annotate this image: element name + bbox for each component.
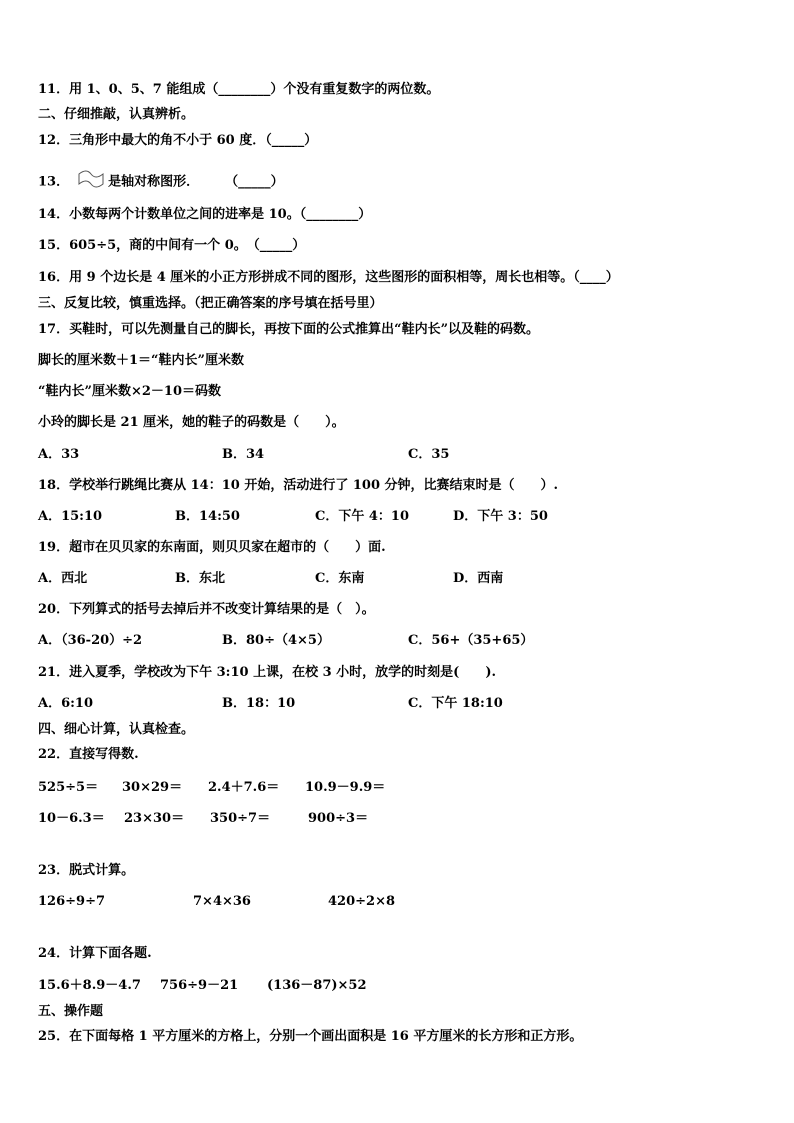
section-3-heading: 三、反复比较，慎重选择。（把正确答案的序号填在括号里）	[38, 296, 383, 311]
q22-item: 525÷5＝	[38, 780, 99, 795]
question-25: 25．在下面每格 1 平方厘米的方格上，分别一个画出面积是 16 平方厘米的长方形和正方形。	[38, 1029, 583, 1044]
q23-item: 126÷9÷7	[38, 894, 106, 909]
q21-option-b: B．18：10	[222, 696, 296, 711]
question-17-prompt: 小玲的脚长是 21 厘米，她的鞋子的码数是（ ）。	[38, 415, 345, 430]
question-15: 15．605÷5，商的中间有一个 0。 （_____）	[38, 238, 306, 253]
q17-option-a: A．33	[38, 447, 80, 462]
q18-option-b: B．14:50	[175, 509, 240, 524]
q22-item: 350÷7＝	[210, 811, 271, 826]
section-4-heading: 四、细心计算，认真检查。	[38, 722, 195, 737]
q20-option-c: C．56+（35+65）	[408, 633, 534, 648]
section-5-heading: 五、操作题	[38, 1004, 104, 1019]
flag-shape-icon	[77, 170, 105, 194]
question-17-formula-2: “鞋内长”厘米数×2－10＝码数	[38, 384, 221, 399]
question-18: 18．学校举行跳绳比赛从 14：10 开始，活动进行了 100 分钟，比赛结束时是（ ）.	[38, 478, 559, 493]
question-16: 16．用 9 个边长是 4 厘米的小正方形拼成不同的图形，这些图形的面积相等，周长也相等。（____）	[38, 270, 619, 285]
question-13-number: 13．	[38, 174, 70, 190]
q19-option-c: C．东南	[315, 571, 365, 586]
q21-option-a: A．6:10	[38, 696, 94, 711]
q22-item: 10.9－9.9＝	[305, 780, 386, 795]
question-19: 19．超市在贝贝家的东南面，则贝贝家在超市的（ ）面.	[38, 540, 386, 555]
q17-option-c: C．35	[408, 447, 450, 462]
q22-item: 2.4＋7.6＝	[208, 780, 280, 795]
q22-item: 30×29＝	[122, 780, 183, 795]
q24-item: 756÷9－21	[160, 978, 239, 993]
q19-option-d: D．西南	[453, 571, 504, 586]
q23-item: 7×4×36	[193, 894, 251, 909]
section-2-heading: 二、仔细推敲，认真辨析。	[38, 107, 195, 122]
q17-option-b: B．34	[222, 447, 265, 462]
q22-item: 23×30＝	[124, 811, 185, 826]
q19-option-b: B．东北	[175, 571, 225, 586]
question-20: 20．下列算式的括号去掉后并不改变计算结果的是（ ）。	[38, 602, 375, 617]
question-17-formula-1: 脚长的厘米数＋1＝“鞋内长”厘米数	[38, 353, 245, 368]
q24-item: (136－87)×52	[267, 978, 367, 993]
question-24: 24．计算下面各题.	[38, 946, 152, 961]
question-23: 23．脱式计算。	[38, 863, 135, 878]
question-12: 12．三角形中最大的角不小于 60 度．（_____）	[38, 133, 318, 148]
q22-item: 900÷3＝	[308, 811, 369, 826]
q18-option-c: C．下午 4：10	[315, 509, 410, 524]
q19-option-a: A．西北	[38, 571, 88, 586]
question-22: 22．直接写得数.	[38, 747, 139, 762]
question-14: 14．小数每两个计数单位之间的进率是 10。（________）	[38, 207, 372, 222]
q24-item: 15.6＋8.9－4.7	[38, 978, 141, 993]
question-17: 17．买鞋时，可以先测量自己的脚长，再按下面的公式推算出“鞋内长”以及鞋的码数。	[38, 322, 540, 337]
q18-option-a: A．15:10	[38, 509, 103, 524]
q22-item: 10－6.3＝	[38, 811, 105, 826]
question-13	[38, 170, 284, 194]
q20-option-a: A．（36-20）÷2	[38, 633, 143, 648]
question-11: 11．用 1、0、5、7 能组成（________）个没有重复数字的两位数。	[38, 82, 440, 97]
q20-option-b: B．80÷（4×5）	[222, 633, 330, 648]
q23-item: 420÷2×8	[328, 894, 396, 909]
question-21: 21．进入夏季，学校改为下午 3:10 上课，在校 3 小时，放学的时刻是( ).	[38, 665, 497, 680]
question-13-text: 是轴对称图形． （_____）	[108, 174, 284, 190]
q21-option-c: C．下午 18:10	[408, 696, 503, 711]
q18-option-d: D．下午 3：50	[453, 509, 548, 524]
